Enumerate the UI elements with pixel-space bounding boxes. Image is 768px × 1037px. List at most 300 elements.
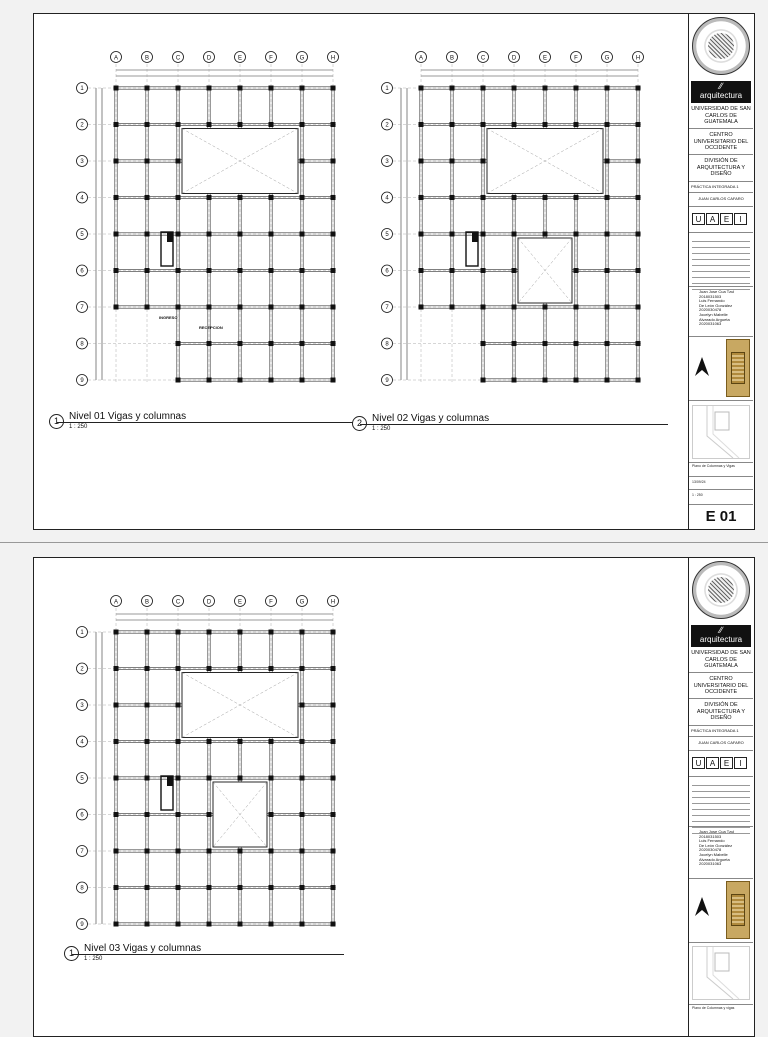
- column: [419, 305, 424, 310]
- column: [300, 922, 305, 927]
- column: [145, 922, 150, 927]
- column: [636, 195, 641, 200]
- grid-bubble-label: 7: [385, 305, 389, 312]
- drawing-date: 13/09/24: [692, 480, 706, 484]
- column: [145, 885, 150, 890]
- grid-bubble-col: [602, 52, 613, 63]
- grid-bubble-label: 1: [80, 86, 84, 93]
- grid-bubble-col: [509, 52, 520, 63]
- column: [145, 268, 150, 273]
- column: [450, 159, 455, 164]
- column: [114, 305, 119, 310]
- column: [207, 341, 212, 346]
- grid-bubble-label: C: [480, 55, 486, 62]
- grid-bubble-label: A: [418, 55, 424, 62]
- column: [207, 195, 212, 200]
- university-name: UNIVERSIDAD DE SAN CARLOS DE GUATEMALA: [691, 650, 751, 669]
- column: [114, 849, 119, 854]
- course-name: PRÁCTICA INTEGRADA 1: [691, 184, 739, 189]
- column: [331, 666, 336, 671]
- location-map: [692, 405, 750, 459]
- grid-bubble-col: [540, 52, 551, 63]
- grid-bubble-label: 2: [80, 122, 84, 129]
- column: [300, 305, 305, 310]
- grid-bubble-label: A: [113, 599, 119, 606]
- student-list: Juan Jose Cua Tzul 2018031503 Luis Fernando De León González 2020030478 Jocelyn Mabelle Alvarado Argueta 2020031063: [699, 289, 735, 327]
- column: [543, 232, 548, 237]
- column: [269, 341, 274, 346]
- column: [207, 630, 212, 635]
- grid-bubble-label: C: [175, 55, 181, 62]
- grid-bubble-col: [204, 52, 215, 63]
- column: [605, 232, 610, 237]
- column: [269, 86, 274, 91]
- column: [605, 378, 610, 383]
- column: [419, 268, 424, 273]
- column: [145, 232, 150, 237]
- grid-bubble-col: [416, 52, 427, 63]
- column: [238, 739, 243, 744]
- column: [238, 922, 243, 927]
- grid-bubble-label: E: [237, 55, 243, 62]
- grid-bubble-label: E: [237, 599, 243, 606]
- floor-plan-nivel-01: [74, 48, 344, 393]
- column: [176, 86, 181, 91]
- uaei-boxes: U A E I: [692, 213, 747, 225]
- sheet-1: [33, 13, 755, 530]
- column: [331, 268, 336, 273]
- title-block: [688, 14, 754, 529]
- grid-bubble-col: [478, 52, 489, 63]
- grid-bubble-label: 2: [385, 122, 389, 129]
- sheet-number: E 01: [705, 508, 737, 525]
- grid-bubble-label: 7: [80, 849, 84, 856]
- column: [605, 86, 610, 91]
- university-seal-icon: [692, 17, 750, 75]
- column: [207, 812, 212, 817]
- view-title-text: Nivel 03 Vigas y columnas: [84, 943, 202, 954]
- column: [300, 268, 305, 273]
- column: [419, 232, 424, 237]
- column: [331, 232, 336, 237]
- column: [207, 922, 212, 927]
- grid-bubble-col: [142, 52, 153, 63]
- column: [238, 268, 243, 273]
- column: [605, 159, 610, 164]
- column: [331, 341, 336, 346]
- grid-bubble-col: [111, 596, 122, 607]
- structural-grid-plan: [379, 48, 649, 393]
- column: [481, 195, 486, 200]
- column: [331, 739, 336, 744]
- arquitectura-logo: ∕∕ arquitectura: [691, 81, 751, 103]
- column: [300, 159, 305, 164]
- column: [300, 776, 305, 781]
- column: [176, 739, 181, 744]
- grid-bubble-label: C: [175, 599, 181, 606]
- grid-bubble-row: [77, 338, 88, 349]
- view-title-underline: [360, 424, 668, 425]
- grid-bubble-label: 8: [80, 341, 84, 348]
- column: [331, 195, 336, 200]
- student-list: Juan Jose Cua Tzul 2018031503 Luis Fernando De León González 2020030478 Jocelyn Mabelle Alvarado Argueta 2020031063: [699, 829, 735, 867]
- column: [145, 812, 150, 817]
- column: [331, 122, 336, 127]
- column: [543, 305, 548, 310]
- column: [300, 122, 305, 127]
- column: [574, 305, 579, 310]
- division-name: DIVISIÓN DE ARQUITECTURA Y DISEÑO: [696, 158, 746, 177]
- grid-bubble-row: [77, 627, 88, 638]
- column: [300, 849, 305, 854]
- column: [114, 268, 119, 273]
- column: [176, 776, 181, 781]
- professor-name: JUAN CARLOS CAFARO: [698, 740, 744, 745]
- grid-bubble-label: 5: [385, 232, 389, 239]
- grid-bubble-row: [77, 736, 88, 747]
- grid-bubble-row: [77, 882, 88, 893]
- column: [269, 232, 274, 237]
- structural-grid-plan: [74, 592, 344, 937]
- column: [636, 232, 641, 237]
- uaei-boxes: U A E I: [692, 757, 747, 769]
- column: [300, 666, 305, 671]
- view-number-bubble: 1: [64, 946, 79, 961]
- column: [300, 232, 305, 237]
- column: [238, 195, 243, 200]
- column: [269, 378, 274, 383]
- column: [176, 630, 181, 635]
- column: [238, 305, 243, 310]
- grid-bubble-label: F: [269, 599, 273, 606]
- column: [450, 268, 455, 273]
- column: [512, 341, 517, 346]
- grid-bubble-label: 1: [80, 630, 84, 637]
- column: [450, 305, 455, 310]
- grid-bubble-row: [382, 156, 393, 167]
- grid-bubble-col: [173, 596, 184, 607]
- location-map: [692, 946, 750, 1000]
- floor-plan-nivel-03: [74, 592, 344, 937]
- grid-bubble-col: [173, 52, 184, 63]
- professor-name: JUAN CARLOS CAFARO: [698, 196, 744, 201]
- grid-bubble-label: 9: [80, 922, 84, 929]
- grid-bubble-row: [382, 83, 393, 94]
- column: [176, 232, 181, 237]
- column: [605, 305, 610, 310]
- grid-bubble-col: [633, 52, 644, 63]
- column: [114, 159, 119, 164]
- column: [543, 341, 548, 346]
- column: [207, 268, 212, 273]
- column: [419, 195, 424, 200]
- column: [605, 195, 610, 200]
- grid-bubble-label: 8: [385, 341, 389, 348]
- grid-bubble-label: H: [635, 55, 641, 62]
- column: [207, 885, 212, 890]
- column: [145, 159, 150, 164]
- grid-bubble-row: [382, 265, 393, 276]
- stair-landing: [472, 232, 478, 242]
- grid-bubble-row: [77, 773, 88, 784]
- column: [574, 268, 579, 273]
- column: [419, 159, 424, 164]
- column: [269, 812, 274, 817]
- column: [481, 122, 486, 127]
- column: [269, 122, 274, 127]
- column: [207, 666, 212, 671]
- structural-grid-plan: [74, 48, 344, 393]
- university-name: UNIVERSIDAD DE SAN CARLOS DE GUATEMALA: [691, 106, 751, 125]
- column: [481, 341, 486, 346]
- column: [269, 268, 274, 273]
- drawing-name: Plano de Columnas y Vigas: [692, 464, 735, 468]
- column: [238, 885, 243, 890]
- column: [114, 122, 119, 127]
- center-name: CENTRO UNIVERSITARIO DEL OCCIDENTE: [693, 132, 749, 151]
- column: [145, 630, 150, 635]
- column: [419, 86, 424, 91]
- column: [176, 378, 181, 383]
- grid-bubble-label: 2: [80, 666, 84, 673]
- grid-bubble-row: [77, 663, 88, 674]
- column: [512, 305, 517, 310]
- column: [574, 378, 579, 383]
- column: [207, 849, 212, 854]
- column: [331, 159, 336, 164]
- grid-bubble-label: E: [542, 55, 548, 62]
- column: [331, 703, 336, 708]
- view-title-text: Nivel 02 Vigas y columnas: [372, 413, 490, 424]
- stair-landing: [167, 776, 173, 786]
- grid-bubble-label: 4: [80, 195, 84, 202]
- view-title-underline: [72, 954, 344, 955]
- column: [331, 849, 336, 854]
- grid-bubble-row: [77, 846, 88, 857]
- grid-bubble-label: B: [144, 599, 150, 606]
- grid-bubble-label: F: [269, 55, 273, 62]
- column: [450, 232, 455, 237]
- title-block: [688, 558, 754, 1036]
- grid-bubble-row: [382, 375, 393, 386]
- column: [238, 86, 243, 91]
- sheet-2: [33, 557, 755, 1037]
- column: [450, 86, 455, 91]
- column: [176, 122, 181, 127]
- grid-bubble-col: [204, 596, 215, 607]
- column: [512, 378, 517, 383]
- column: [269, 666, 274, 671]
- column: [145, 305, 150, 310]
- column: [176, 812, 181, 817]
- grid-bubble-row: [77, 809, 88, 820]
- grid-bubble-label: B: [449, 55, 455, 62]
- column: [331, 630, 336, 635]
- column: [114, 666, 119, 671]
- grid-bubble-label: 1: [385, 86, 389, 93]
- grid-bubble-row: [382, 119, 393, 130]
- column: [636, 378, 641, 383]
- column: [207, 378, 212, 383]
- column: [331, 812, 336, 817]
- column: [269, 922, 274, 927]
- grid-bubble-col: [571, 52, 582, 63]
- column: [481, 159, 486, 164]
- column: [176, 922, 181, 927]
- column: [145, 122, 150, 127]
- grid-bubble-label: 5: [80, 776, 84, 783]
- column: [481, 86, 486, 91]
- column: [300, 86, 305, 91]
- column: [207, 86, 212, 91]
- grid-bubble-col: [266, 596, 277, 607]
- grid-bubble-col: [328, 596, 339, 607]
- column: [145, 195, 150, 200]
- grid-bubble-row: [77, 302, 88, 313]
- column: [543, 378, 548, 383]
- north-arrow-icon: [693, 356, 711, 378]
- column: [176, 885, 181, 890]
- column: [114, 922, 119, 927]
- column: [481, 378, 486, 383]
- room-label: RECEPCION: [199, 325, 223, 330]
- grid-bubble-label: G: [299, 599, 305, 606]
- column: [145, 739, 150, 744]
- division-name: DIVISIÓN DE ARQUITECTURA Y DISEÑO: [696, 702, 746, 721]
- column: [207, 122, 212, 127]
- column: [176, 305, 181, 310]
- column: [605, 268, 610, 273]
- column: [176, 666, 181, 671]
- column: [176, 703, 181, 708]
- column: [636, 305, 641, 310]
- column: [300, 739, 305, 744]
- column: [269, 776, 274, 781]
- column: [300, 378, 305, 383]
- column: [574, 122, 579, 127]
- column: [238, 378, 243, 383]
- grid-bubble-row: [77, 229, 88, 240]
- column: [512, 195, 517, 200]
- column: [300, 195, 305, 200]
- grid-bubble-label: 3: [80, 703, 84, 710]
- column: [300, 885, 305, 890]
- grid-bubble-label: H: [330, 599, 336, 606]
- column: [481, 232, 486, 237]
- column: [238, 122, 243, 127]
- column: [300, 812, 305, 817]
- column: [269, 195, 274, 200]
- grid-bubble-label: 5: [80, 232, 84, 239]
- column: [176, 159, 181, 164]
- grid-bubble-row: [77, 119, 88, 130]
- column: [114, 232, 119, 237]
- view-scale: 1 : 250: [69, 424, 88, 430]
- column: [331, 305, 336, 310]
- grid-bubble-label: 6: [385, 268, 389, 275]
- column: [176, 341, 181, 346]
- column: [300, 703, 305, 708]
- grid-bubble-label: 4: [385, 195, 389, 202]
- grid-bubble-label: D: [206, 599, 212, 606]
- column: [207, 739, 212, 744]
- column: [574, 86, 579, 91]
- view-title-text: Nivel 01 Vigas y columnas: [69, 411, 187, 422]
- column: [331, 86, 336, 91]
- column: [114, 630, 119, 635]
- grid-bubble-row: [382, 338, 393, 349]
- column: [114, 703, 119, 708]
- column: [512, 122, 517, 127]
- column: [512, 86, 517, 91]
- grid-bubble-row: [382, 229, 393, 240]
- grid-bubble-row: [77, 700, 88, 711]
- column: [512, 268, 517, 273]
- column: [114, 812, 119, 817]
- grid-bubble-label: H: [330, 55, 336, 62]
- view-number-bubble: 2: [352, 416, 367, 431]
- column: [574, 341, 579, 346]
- grid-bubble-col: [297, 52, 308, 63]
- grid-bubble-row: [77, 192, 88, 203]
- grid-bubble-row: [77, 265, 88, 276]
- column: [636, 159, 641, 164]
- grid-bubble-label: G: [299, 55, 305, 62]
- room-label: INGRESO: [159, 315, 178, 320]
- column: [481, 305, 486, 310]
- north-arrow-icon: [693, 896, 711, 918]
- column: [145, 849, 150, 854]
- grid-bubble-label: A: [113, 55, 119, 62]
- view-number-bubble: 1: [49, 414, 64, 429]
- column: [331, 776, 336, 781]
- column: [331, 922, 336, 927]
- arquitectura-logo: ∕∕ arquitectura: [691, 625, 751, 647]
- column: [450, 122, 455, 127]
- grid-bubble-row: [77, 83, 88, 94]
- column: [114, 195, 119, 200]
- column: [145, 703, 150, 708]
- column: [145, 776, 150, 781]
- drawing-scale: 1 : 250: [692, 493, 703, 497]
- grid-bubble-col: [447, 52, 458, 63]
- grid-bubble-col: [235, 52, 246, 63]
- grid-bubble-label: 7: [80, 305, 84, 312]
- column: [269, 885, 274, 890]
- column: [636, 122, 641, 127]
- column: [114, 86, 119, 91]
- column: [269, 739, 274, 744]
- column: [176, 195, 181, 200]
- column: [145, 86, 150, 91]
- stamp-icon: [726, 881, 750, 939]
- grid-bubble-label: F: [574, 55, 578, 62]
- column: [207, 776, 212, 781]
- grid-bubble-label: 3: [80, 159, 84, 166]
- column: [543, 195, 548, 200]
- grid-bubble-label: 8: [80, 885, 84, 892]
- column: [238, 849, 243, 854]
- column: [238, 232, 243, 237]
- grid-bubble-col: [111, 52, 122, 63]
- grid-bubble-label: 9: [385, 378, 389, 385]
- notes-lines: [692, 236, 750, 290]
- column: [207, 305, 212, 310]
- column: [269, 849, 274, 854]
- column: [114, 739, 119, 744]
- column: [636, 268, 641, 273]
- column: [636, 86, 641, 91]
